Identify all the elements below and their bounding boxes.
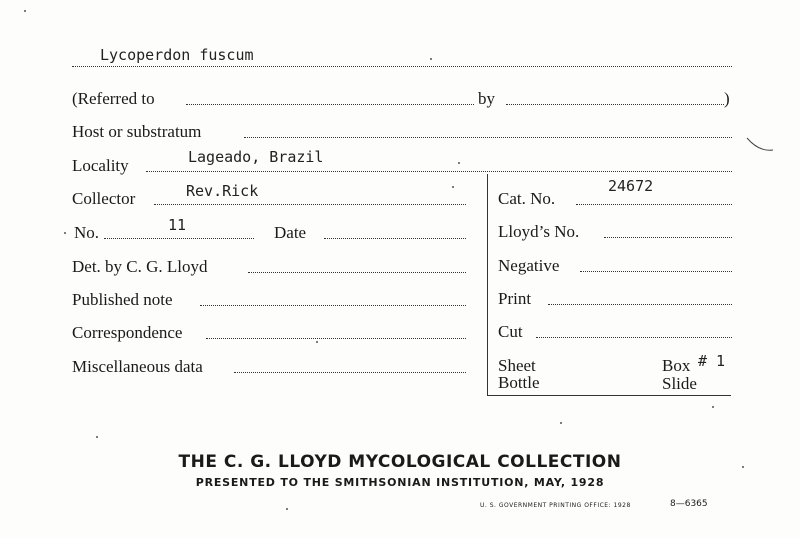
- speck: [560, 422, 562, 424]
- locality-label: Locality: [72, 156, 129, 175]
- correspondence-label: Correspondence: [72, 323, 183, 342]
- date-label: Date: [274, 223, 307, 242]
- published-label: Published note: [72, 290, 173, 309]
- box-value: # 1: [698, 352, 726, 370]
- species-line: [72, 66, 732, 67]
- no-line: [104, 238, 254, 239]
- speck: [742, 466, 744, 468]
- cut-label: Cut: [498, 322, 523, 341]
- bottle-label: Bottle: [498, 373, 540, 392]
- misc-line: [234, 372, 466, 373]
- speck: [24, 10, 26, 12]
- det-label: Det. by C. G. Lloyd: [72, 257, 208, 276]
- collector-value: Rev.Rick: [186, 182, 259, 200]
- by-line: [506, 104, 724, 105]
- cat-no-line: [576, 204, 732, 205]
- no-label: No.: [74, 223, 100, 242]
- by-label: by: [478, 89, 495, 108]
- box-label: Box: [662, 356, 691, 375]
- locality-value: Lageado, Brazil: [188, 148, 324, 166]
- collector-label: Collector: [72, 189, 136, 208]
- locality-line: [146, 171, 732, 172]
- print-label: Print: [498, 289, 532, 308]
- collection-title: THE C. G. LLOYD MYCOLOGICAL COLLECTION: [178, 452, 622, 472]
- referred-to-label: (Referred to: [72, 89, 155, 108]
- published-line: [200, 305, 466, 306]
- host-label: Host or substratum: [72, 122, 202, 141]
- close-paren: ): [724, 89, 730, 108]
- speck: [316, 341, 318, 343]
- printer-imprint: U. S. GOVERNMENT PRINTING OFFICE: 1928: [480, 502, 631, 509]
- sheet-label: Sheet: [498, 356, 536, 375]
- speck: [712, 406, 714, 408]
- box-bottom-border: [487, 395, 731, 396]
- host-line: [244, 137, 732, 138]
- referred-to-line: [186, 104, 474, 105]
- speck: [286, 508, 288, 510]
- det-line: [248, 272, 466, 273]
- cat-no-label: Cat. No.: [498, 189, 556, 208]
- collection-subtitle: PRESENTED TO THE SMITHSONIAN INSTITUTION, MAY, 1928: [195, 476, 605, 489]
- lloyds-no-line: [604, 237, 732, 238]
- cut-line: [536, 337, 732, 338]
- speck: [64, 232, 66, 234]
- speck: [458, 162, 460, 164]
- form-number: 8—6365: [670, 499, 708, 509]
- speck: [96, 436, 98, 438]
- speck: [452, 186, 454, 188]
- negative-line: [580, 271, 732, 272]
- speck: [430, 58, 432, 60]
- misc-label: Miscellaneous data: [72, 357, 203, 376]
- cat-no-value: 24672: [608, 177, 654, 195]
- box-left-border: [487, 174, 488, 396]
- scan-mark-curve: [745, 134, 775, 156]
- slide-label: Slide: [662, 374, 697, 393]
- lloyds-no-label: Lloyd’s No.: [498, 222, 580, 241]
- correspondence-line: [206, 338, 466, 339]
- print-line: [548, 304, 732, 305]
- collector-line: [154, 204, 466, 205]
- date-line: [324, 238, 466, 239]
- species-name: Lycoperdon fuscum: [100, 46, 254, 64]
- negative-label: Negative: [498, 256, 560, 275]
- no-value: 11: [168, 216, 187, 234]
